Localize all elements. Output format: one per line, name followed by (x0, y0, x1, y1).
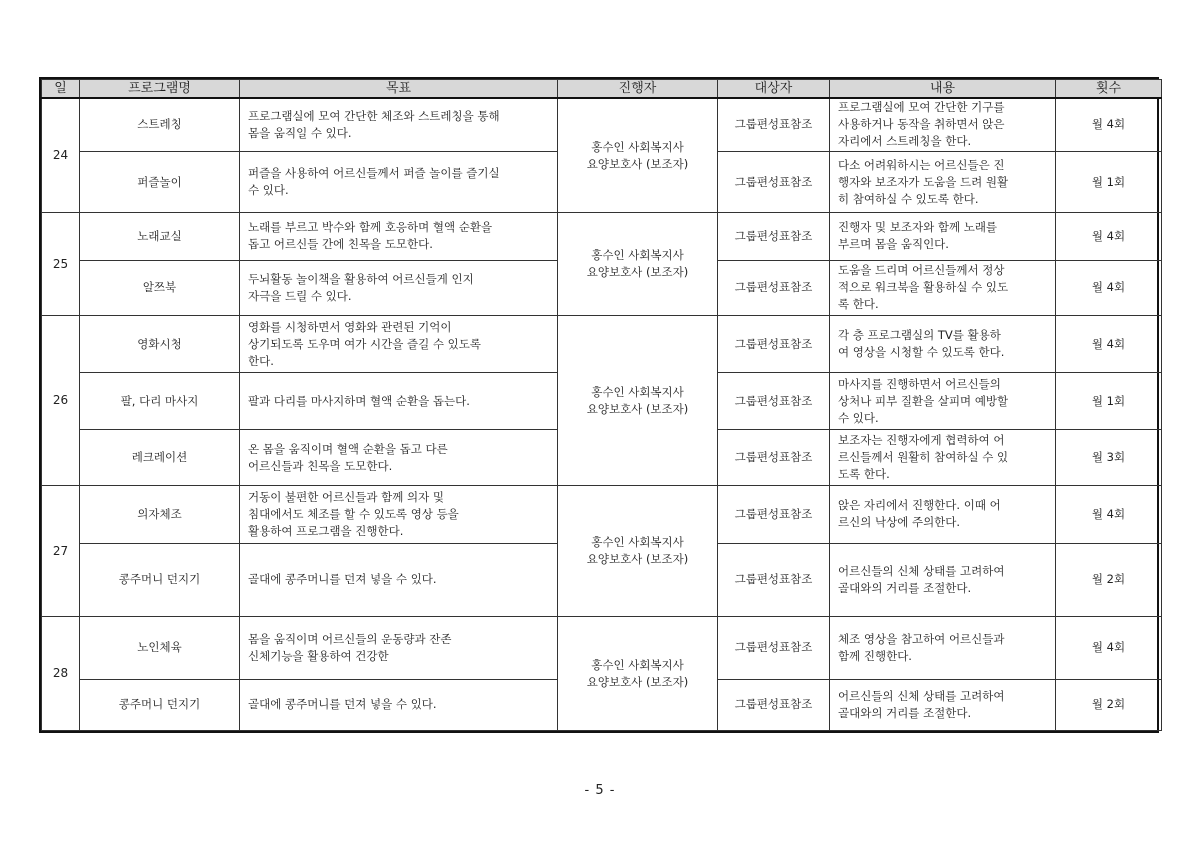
header-row (42, 80, 1162, 99)
content-cell: 프로그램실에 모여 간단한 기구를 사용하거나 동작을 취하면서 앉은 자리에서 스트레칭을 한다. (830, 98, 1056, 151)
table-row (42, 213, 1162, 260)
day-cell: 24 (42, 98, 80, 213)
content-cell: 어르신들의 신체 상태를 고려하여 골대와의 거리를 조절한다. (830, 543, 1056, 617)
header-program: 프로그램명 (80, 80, 240, 99)
program-cell: 콩주머니 던지기 (80, 679, 240, 730)
goal-cell: 몸을 움직이며 어르신들의 운동량과 잔존 신체기능을 활용하여 건강한 (240, 617, 558, 679)
table-row (42, 98, 1162, 151)
host-cell: 홍수인 사회복지사 요양보호사 (보조자) (558, 213, 718, 316)
target-cell: 그룹편성표참조 (718, 316, 830, 373)
content-cell: 각 층 프로그램실의 TV를 활용하 여 영상을 시청할 수 있도록 한다. (830, 316, 1056, 373)
program-cell: 노인체육 (80, 617, 240, 679)
count-cell: 월 4회 (1056, 213, 1162, 260)
program-cell: 노래교실 (80, 213, 240, 260)
target-cell: 그룹편성표참조 (718, 543, 830, 617)
page-number: - 5 - (584, 783, 616, 798)
target-cell: 그룹편성표참조 (718, 429, 830, 485)
program-cell: 알쯔북 (80, 260, 240, 315)
program-cell: 의자체조 (80, 486, 240, 543)
program-cell: 스트레칭 (80, 98, 240, 151)
content-cell: 다소 어려워하시는 어르신들은 진 행자와 보조자가 도움을 드려 원활 히 참여하실 수 있도록 한다. (830, 151, 1056, 212)
target-cell: 그룹편성표참조 (718, 679, 830, 730)
target-cell: 그룹편성표참조 (718, 373, 830, 429)
host-cell: 홍수인 사회복지사 요양보호사 (보조자) (558, 316, 718, 486)
header-host: 진행자 (558, 80, 718, 99)
count-cell: 월 3회 (1056, 429, 1162, 485)
count-cell: 월 4회 (1056, 260, 1162, 315)
goal-cell: 거동이 불편한 어르신들과 함께 의자 및 침대에서도 체조를 할 수 있도록 영상 등을 활용하여 프로그램을 진행한다. (240, 486, 558, 543)
goal-cell: 팔과 다리를 마사지하며 혈액 순환을 돕는다. (240, 373, 558, 429)
schedule-table (41, 79, 1162, 731)
table-row (42, 617, 1162, 679)
count-cell: 월 2회 (1056, 543, 1162, 617)
content-cell: 마사지를 진행하면서 어르신들의 상처나 피부 질환을 살피며 예방할 수 있다. (830, 373, 1056, 429)
host-cell: 홍수인 사회복지사 요양보호사 (보조자) (558, 617, 718, 731)
target-cell: 그룹편성표참조 (718, 151, 830, 212)
day-cell: 25 (42, 213, 80, 316)
content-cell: 어르신들의 신체 상태를 고려하여 골대와의 거리를 조절한다. (830, 679, 1056, 730)
goal-cell: 영화를 시청하면서 영화와 관련된 기억이 상기되도록 도우며 여가 시간을 즐길 수 있도록 한다. (240, 316, 558, 373)
content-cell: 보조자는 진행자에게 협력하여 어 르신들께서 원활히 참여하실 수 있 도록 한다. (830, 429, 1056, 485)
count-cell: 월 1회 (1056, 151, 1162, 212)
day-cell: 28 (42, 617, 80, 731)
goal-cell: 온 몸을 움직이며 혈액 순환을 돕고 다른 어르신들과 친목을 도모한다. (240, 429, 558, 485)
goal-cell: 골대에 콩주머니를 던져 넣을 수 있다. (240, 679, 558, 730)
table-row (42, 316, 1162, 373)
count-cell: 월 4회 (1056, 98, 1162, 151)
schedule-body (42, 98, 1162, 731)
content-cell: 앉은 자리에서 진행한다. 이때 어 르신의 낙상에 주의한다. (830, 486, 1056, 543)
count-cell: 월 2회 (1056, 679, 1162, 730)
day-cell: 27 (42, 486, 80, 617)
program-cell: 팔, 다리 마사지 (80, 373, 240, 429)
content-cell: 체조 영상을 참고하여 어르신들과 함께 진행한다. (830, 617, 1056, 679)
program-cell: 퍼즐놀이 (80, 151, 240, 212)
program-cell: 콩주머니 던지기 (80, 543, 240, 617)
header-target: 대상자 (718, 80, 830, 99)
host-cell: 홍수인 사회복지사 요양보호사 (보조자) (558, 98, 718, 213)
count-cell: 월 4회 (1056, 486, 1162, 543)
count-cell: 월 4회 (1056, 316, 1162, 373)
header-count: 횟수 (1056, 80, 1162, 99)
count-cell: 월 1회 (1056, 373, 1162, 429)
header-goal: 목표 (240, 80, 558, 99)
host-cell: 홍수인 사회복지사 요양보호사 (보조자) (558, 486, 718, 617)
goal-cell: 두뇌활동 놀이책을 활용하여 어르신들게 인지 자극을 드릴 수 있다. (240, 260, 558, 315)
schedule-table-frame (39, 77, 1159, 733)
header-day: 일 (42, 80, 80, 99)
content-cell: 도움을 드리며 어르신들께서 정상 적으로 워크북을 활용하실 수 있도 록 한다. (830, 260, 1056, 315)
target-cell: 그룹편성표참조 (718, 617, 830, 679)
target-cell: 그룹편성표참조 (718, 98, 830, 151)
goal-cell: 프로그램실에 모여 간단한 체조와 스트레칭을 통해 몸을 움직일 수 있다. (240, 98, 558, 151)
program-cell: 영화시청 (80, 316, 240, 373)
target-cell: 그룹편성표참조 (718, 260, 830, 315)
goal-cell: 골대에 콩주머니를 던져 넣을 수 있다. (240, 543, 558, 617)
program-cell: 레크레이션 (80, 429, 240, 485)
header-content: 내용 (830, 80, 1056, 99)
target-cell: 그룹편성표참조 (718, 486, 830, 543)
table-row (42, 486, 1162, 543)
count-cell: 월 4회 (1056, 617, 1162, 679)
day-cell: 26 (42, 316, 80, 486)
goal-cell: 퍼즐을 사용하여 어르신들께서 퍼즐 놀이를 즐기실 수 있다. (240, 151, 558, 212)
target-cell: 그룹편성표참조 (718, 213, 830, 260)
content-cell: 진행자 및 보조자와 함께 노래를 부르며 몸을 움직인다. (830, 213, 1056, 260)
goal-cell: 노래를 부르고 박수와 함께 호응하며 혈액 순환을 돕고 어르신들 간에 친목을 도모한다. (240, 213, 558, 260)
